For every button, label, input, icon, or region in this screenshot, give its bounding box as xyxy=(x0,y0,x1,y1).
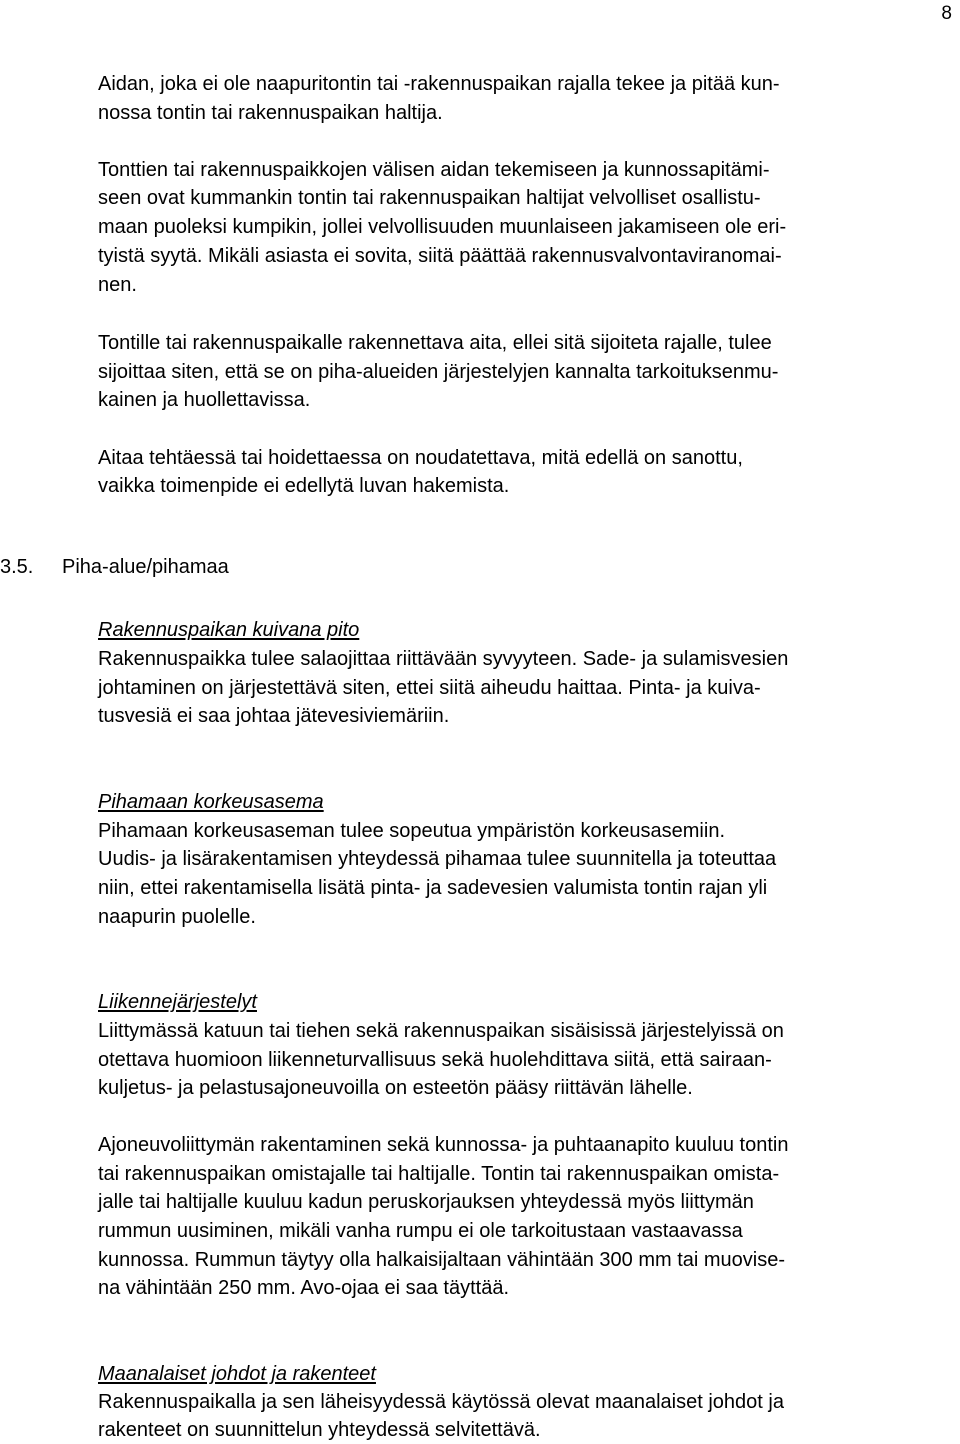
text-line: Rakennuspaikka tulee salaojittaa riittävään syvyyteen. Sade- ja sulamisvesien xyxy=(98,648,789,670)
text-line: tusvesiä ei saa johtaa jätevesiviemäriin. xyxy=(98,705,450,727)
text-line: tyistä syytä. Mikäli asiasta ei sovita, siitä päättää rakennusvalvontaviranomai- xyxy=(98,245,782,267)
text-line: niin, ettei rakentamisella lisätä pinta- ja sadevesien valumista tontin rajan yli xyxy=(98,877,768,899)
text-line: naapurin puolelle. xyxy=(98,906,256,928)
text-line: kuljetus- ja pelastusajoneuvoilla on esteetön pääsy riittävän lähelle. xyxy=(98,1077,693,1099)
text-line: jalle tai haltijalle kuuluu kadun peruskorjauksen yhteydessä myös liittymän xyxy=(98,1191,754,1213)
text-line: sijoittaa siten, että se on piha-alueiden järjestelyjen kannalta tarkoituksenmu- xyxy=(98,361,779,383)
text-line: kunnossa. Rummun täytyy olla halkaisijaltaan vähintään 300 mm tai muovise- xyxy=(98,1249,786,1271)
text-line: na vähintään 250 mm. Avo-ojaa ei saa täyttää. xyxy=(98,1277,510,1299)
text-line: Aitaa tehtäessä tai hoidettaessa on noudatettava, mitä edellä on sanottu, xyxy=(98,447,743,469)
section-number: 3.5. xyxy=(0,556,34,578)
text-line: Tonttien tai rakennuspaikkojen välisen aidan tekemiseen ja kunnossapitämi- xyxy=(98,159,770,181)
text-line: nossa tontin tai rakennuspaikan haltija. xyxy=(98,102,443,124)
text-line: Rakennuspaikalla ja sen läheisyydessä käytössä olevat maanalaiset johdot ja xyxy=(98,1391,784,1413)
text-line: seen ovat kummankin tontin tai rakennuspaikan haltijat velvolliset osallistu- xyxy=(98,187,761,209)
subsection-title: Pihamaan korkeusasema xyxy=(98,791,324,813)
subsection-title: Liikennejärjestelyt xyxy=(98,991,257,1013)
text-line: rummun uusiminen, mikäli vanha rumpu ei ole tarkoitustaan vastaavassa xyxy=(98,1220,743,1242)
text-line: kainen ja huollettavissa. xyxy=(98,389,311,411)
text-line: Uudis- ja lisärakentamisen yhteydessä pihamaa tulee suunnitella ja toteuttaa xyxy=(98,848,777,870)
text-line: Tontille tai rakennuspaikalle rakennettava aita, ellei sitä sijoiteta rajalle, tulee xyxy=(98,332,772,354)
text-line: vaikka toimenpide ei edellytä luvan hakemista. xyxy=(98,475,510,497)
text-line: otettava huomioon liikenneturvallisuus sekä huolehdittava siitä, että sairaan- xyxy=(98,1049,772,1071)
text-line: tai rakennuspaikan omistajalle tai haltijalle. Tontin tai rakennuspaikan omista- xyxy=(98,1163,780,1185)
text-line: rakenteet on suunnittelun yhteydessä selvitettävä. xyxy=(98,1419,541,1441)
subsection-title: Maanalaiset johdot ja rakenteet xyxy=(98,1363,376,1385)
text-line: nen. xyxy=(98,274,137,296)
text-line: Liittymässä katuun tai tiehen sekä rakennuspaikan sisäisissä järjestelyissä on xyxy=(98,1020,784,1042)
section-title: Piha-alue/pihamaa xyxy=(62,556,229,578)
subsection-title: Rakennuspaikan kuivana pito xyxy=(98,619,360,641)
text-line: Aidan, joka ei ole naapuritontin tai -rakennuspaikan rajalla tekee ja pitää kun- xyxy=(98,73,780,95)
page-number: 8 xyxy=(941,3,952,24)
text-line: johtaminen on järjestettävä siten, ettei siitä aiheudu haittaa. Pinta- ja kuiva- xyxy=(98,677,761,699)
text-line: Pihamaan korkeusaseman tulee sopeutua ympäristön korkeusasemiin. xyxy=(98,820,726,842)
text-line: maan puoleksi kumpikin, jollei velvollisuuden muunlaiseen jakamiseen ole eri- xyxy=(98,216,787,238)
text-line: Ajoneuvoliittymän rakentaminen sekä kunnossa- ja puhtaanapito kuuluu tontin xyxy=(98,1134,789,1156)
